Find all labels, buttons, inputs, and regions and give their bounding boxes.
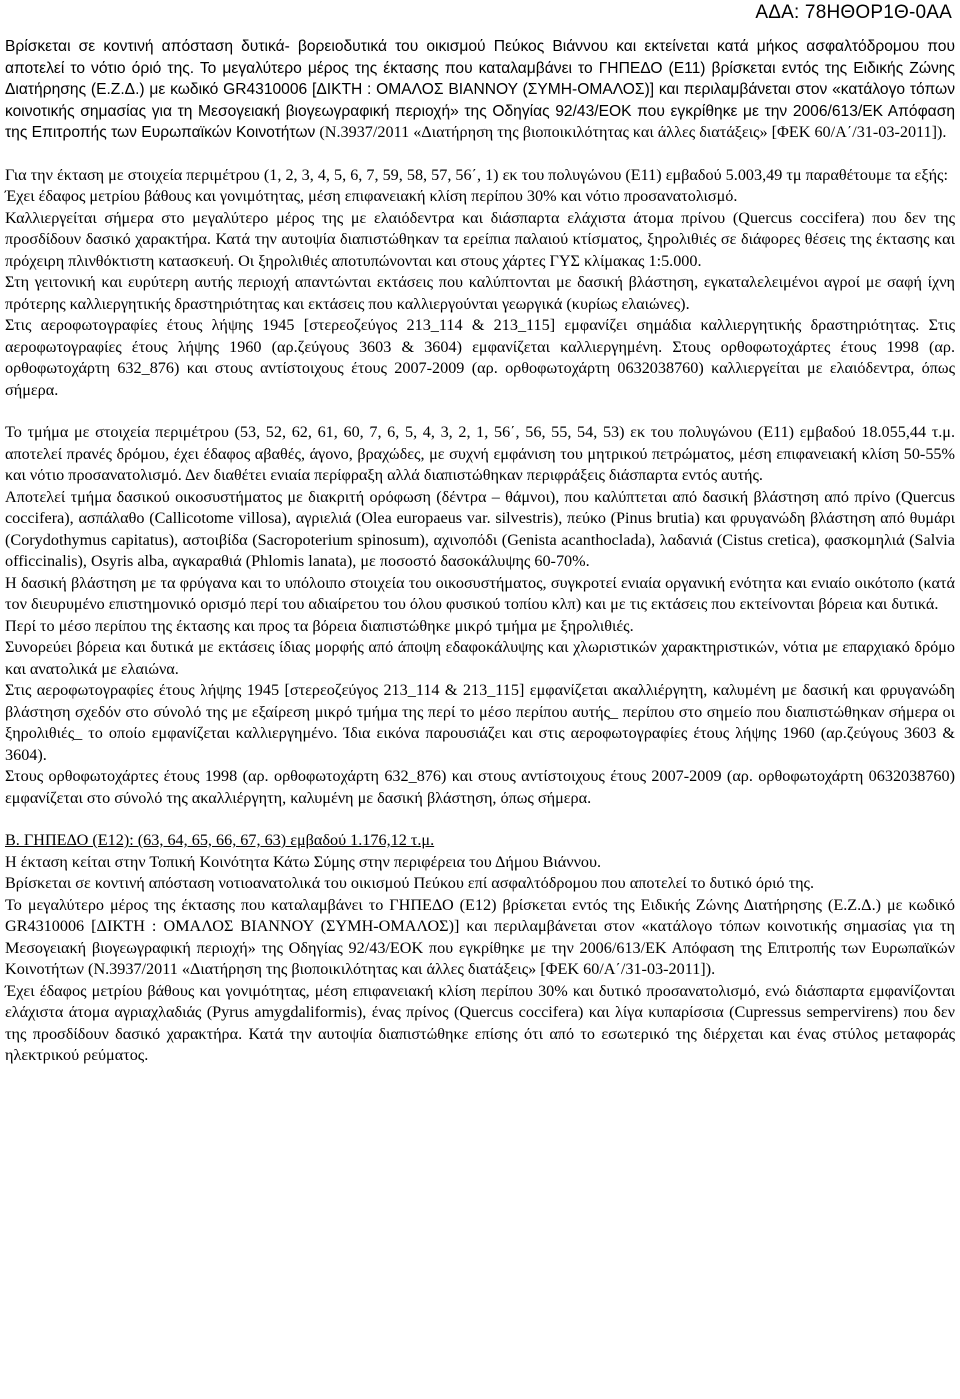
paragraph-gap	[5, 144, 955, 165]
paragraph-gap	[5, 809, 955, 830]
document-body	[5, 36, 955, 1067]
section-b-heading	[5, 830, 955, 852]
part1-soil: Έχει έδαφος μετρίου βάθους και γονιμότητας, μέση επιφανειακή κλίση περίπου 30% και νότιο προσανατολισμό.	[5, 187, 738, 205]
part1-cultivation: Καλλιεργείται σήμερα στο μεγαλύτερο μέρος της με ελαιόδεντρα και διάσπαρτα ελάχιστα άτομα πρίνου (Quercus coccifera) που δεν της προσδίδουν δασικό χαρακτήρα. Κατά την αυτοψία διαπιστώθηκαν τα ερείπια παλαιού κτίσματος, ξηρολιθιές σε διάφορες θέσεις της έκτασης και πρόχειρη πλινθόκτιστη κατασκευή. Οι ξηρολιθιές αποτυπώνονται και στους χάρτες ΓΥΣ κλίμακας 1:5.000.	[5, 208, 955, 270]
section-b-distance: Βρίσκεται σε κοντινή απόσταση νοτιοανατολικά του οικισμού Πεύκου επί ασφαλτόδρομου που αποτελεί το δυτικό όριό της.	[5, 874, 815, 892]
section-b-soil: Έχει έδαφος μετρίου βάθους και γονιμότητας, μέση επιφανειακή κλίση περίπου 30% και δυτικό προσανατολισμό, ενώ διάσπαρτα εμφανίζονται ελάχιστα άτομα αγριαχλαδιάς (Pyrus amygdaliformis), ένας πρίνος (Quercus coccifera) και λίγα κυπαρίσσια (Cupressus sempervirens) που δεν της προσδίδουν δασικό χαρακτήρα. Κατά την αυτοψία διαπιστώθηκε επίσης ότι από το εσωτερικό της διέρχεται και ένας στύλος μεταφοράς ηλεκτρικού ρεύματος.	[5, 981, 955, 1064]
part2-perimeter: Το τμήμα με στοιχεία περιμέτρου (53, 52, 62, 61, 60, 7, 6, 5, 4, 3, 2, 1, 56΄, 56, 55, 54, 53) εκ του πολυγώνου (Ε11) εμβαδού 18.055,44 τ.μ. αποτελεί πρανές δρόμου, έχει έδαφος αβαθές, άγονο, βραχώδες, με συχνή εμφάνιση του μητρικού πετρώματος, μέση επιφανειακή κλίση 50-55% και νότιο προσανατολισμό. Δεν διαθέτει ενιαία περίφραξη αλλά διαπιστώθηκαν περιφράξεις διάσπαρτα εντός αυτής.	[5, 423, 955, 484]
part2-orthophotos: Στους ορθοφωτοχάρτες έτους 1998 (αρ. ορθοφωτοχάρτη 632_876) και στους αντίστοιχους έτους 2007-2009 (αρ. ορθοφωτοχάρτη 0632038760) εμφανίζεται στο σύνολό της ακαλλιέργητη, καλυμένη με δασική βλάστηση, όπως σήμερα.	[5, 767, 955, 807]
section-a-intro	[5, 36, 955, 144]
part2-dry-stone-walls: Περί το μέσο περίπου της έκτασης και προς τα βόρεια διαπιστώθηκε μικρό τμήμα με ξηρολιθιές.	[5, 616, 634, 635]
intro-law-reference: (Ν.3937/2011 «Διατήρηση της βιοποικιλότητας και άλλες διατάξεις» [ΦΕΚ 60/Α΄/31-03-2011]).	[315, 123, 947, 141]
section-b-protected-zone: Το μεγαλύτερο μέρος της έκτασης που καταλαμβάνει το ΓΗΠΕΔΟ (Ε12) βρίσκεται εντός της Ειδικής Ζώνης Διατήρησης (Ε.Ζ.Δ.) με κωδικό GR4310006 [ΔΙΚΤΗ : ΟΜΑΛΟΣ ΒΙΑΝΝΟΥ (ΣΥΜΗ-ΟΜΑΛΟΣ)] και περιλαμβάνεται στον «κατάλογο τόπων κοινοτικής σημασίας για τη Μεσογειακή βιογεωγραφική περιοχή» της Οδηγίας 92/43/ΕΟΚ που εγκρίθηκε με την 2006/613/ΕΚ Απόφαση της Επιτροπής των Ευρωπαϊκών Κοινοτήτων (Ν.3937/2011 «Διατήρηση της βιοποικιλότητας και άλλες διατάξεις» [ΦΕΚ 60/Α΄/31-03-2011]).	[5, 895, 955, 978]
part2-vegetation-unity: Η δασική βλάστηση με τα φρύγανα και το υπόλοιπο στοιχεία του οικοσυστήματος, συγκροτεί ενιαία οργανική ενότητα και ενιαίο οικότοπο (κατά τον διευρυμένο επιστημονικό ορισμό περί του αδιαίρετου του όλου φυσικού τοπίου κλπ) και με τις εκτάσεις που εκτείνονται βόρεια και δυτικά.	[5, 573, 955, 613]
ada-code: ΑΔΑ: 78ΗΘΟΡ1Θ-0ΑΑ	[755, 2, 952, 23]
intro-text: Βρίσκεται σε κοντινή απόσταση δυτικά- βορειοδυτικά του οικισμού Πεύκος Βιάννου και εκτείνεται κατά μήκος ασφαλτόδρομου που αποτελεί το νότιο όριό της. Το μεγαλύτερο μέρος της έκτασης που καταλαμβάνει το ΓΗΠΕΔΟ (Ε11) βρίσκεται εντός της Ειδικής Ζώνης Διατήρησης (Ε.Ζ.Δ.) με κωδικό GR4310006 [ΔΙΚΤΗ : ΟΜΑΛΟΣ ΒΙΑΝΝΟΥ (ΣΥΜΗ-ΟΜΑΛΟΣ)] και περιλαμβάνεται στον «κατάλογο τόπων κοινοτικής σημασίας για τη Μεσογειακή βιογεωγραφική περιοχή» της Οδηγίας 92/43/ΕΟΚ που εγκρίθηκε με την 2006/613/ΕΚ Απόφαση της Επιτροπής των Ευρωπαϊκών Κοινοτήτων	[5, 38, 955, 141]
part2-boundaries: Συνορεύει βόρεια και δυτικά με εκτάσεις ίδιας μορφής από άποψη εδαφοκάλυψης και χλωριστικών χαρακτηριστικών, νότια με επαρχιακό δρόμο και ανατολικά με ελαιώνα.	[5, 638, 955, 678]
section-b-location: Η έκταση κείται στην Τοπική Κοινότητα Κάτω Σύμης στην περιφέρεια του Δήμου Βιάννου.	[5, 852, 602, 871]
section-b-title: Β. ΓΗΠΕΔΟ (Ε12): (63, 64, 65, 66, 67, 63) εμβαδού 1.176,12 τ.μ.	[5, 831, 435, 849]
part2-ecosystem: Αποτελεί τμήμα δασικού οικοσυστήματος με διακριτή ορόφωση (δέντρα – θάμνοι), που καλύπτεται από δασική βλάστηση από πρίνο (Quercus coccifera), ασπάλαθο (Callicotome villosa), αγριελιά (Olea europaeus var. silvestris), πεύκο (Pinus brutia) και φρυγανώδη βλάστηση από θυμάρι (Corydothymus capitatus), αστοιβίδα (Sacropoterium spinosum), αχινοπόδι (Genista acanthoclada), λαδανιά (Cistus cretica), φασκομηλιά (Salvia officcinalis), Osyris alba, αγκαραθιά (Phlomis lanata), με ποσοστό δασοκάλυψης 60-70%.	[5, 487, 955, 570]
part2-aerial-photos: Στις αεροφωτογραφίες έτους λήψης 1945 [στερεοζεύγος 213_114 & 213_115] εμφανίζεται ακαλλιέργητη, καλυμένη με δασική και φρυγανώδη βλάστηση σχεδόν στο σύνολό της με εξαίρεση μικρό τμήμα της περί το μέσο περίπου αυτής_ περίπου στο σημείο που διαπιστώθηκαν σήμερα οι ξηρολιθιές_ το οποίο εμφανίζεται καλλιεργημένο. Ίδια εικόνα παρουσιάζει και στις αεροφωτογραφίες έτους λήψης 1960 (αρ.ζεύγους 3603 & 3604).	[5, 681, 955, 764]
paragraph-gap	[5, 401, 955, 422]
part1-aerial-photos: Στις αεροφωτογραφίες έτους λήψης 1945 [στερεοζεύγος 213_114 & 213_115] εμφανίζει σημάδια καλλιεργητικής δραστηριότητας. Στις αεροφωτογραφίες έτους λήψης 1960 (αρ.ζεύγους 3603 & 3604) εμφανίζεται καλλιεργημένη. Στους ορθοφωτοχάρτες έτους 1998 (αρ. ορθοφωτοχάρτη 632_876) και στους αντίστοιχους έτους 2007-2009 (αρ. ορθοφωτοχάρτη 0632038760) καλλιεργείται με ελαιόδεντρα, όπως σήμερα.	[5, 316, 955, 399]
part1-perimeter: Για την έκταση με στοιχεία περιμέτρου (1, 2, 3, 4, 5, 6, 7, 59, 58, 57, 56΄, 1) εκ του πολυγώνου (Ε11) εμβαδού 5.003,49 τμ παραθέτουμε τα εξής:	[5, 165, 948, 184]
part1-surroundings: Στη γειτονική και ευρύτερη αυτής περιοχή απαντώνται εκτάσεις που καλύπτονται με δασική βλάστηση, εγκαταλελειμένοι αγροί με σαφή ίχνη πρότερης καλλιεργητικής δραστηριότητας και εκτάσεις που καλλιεργούνται γεωργικά (κυρίως ελαιώνες).	[5, 273, 955, 313]
